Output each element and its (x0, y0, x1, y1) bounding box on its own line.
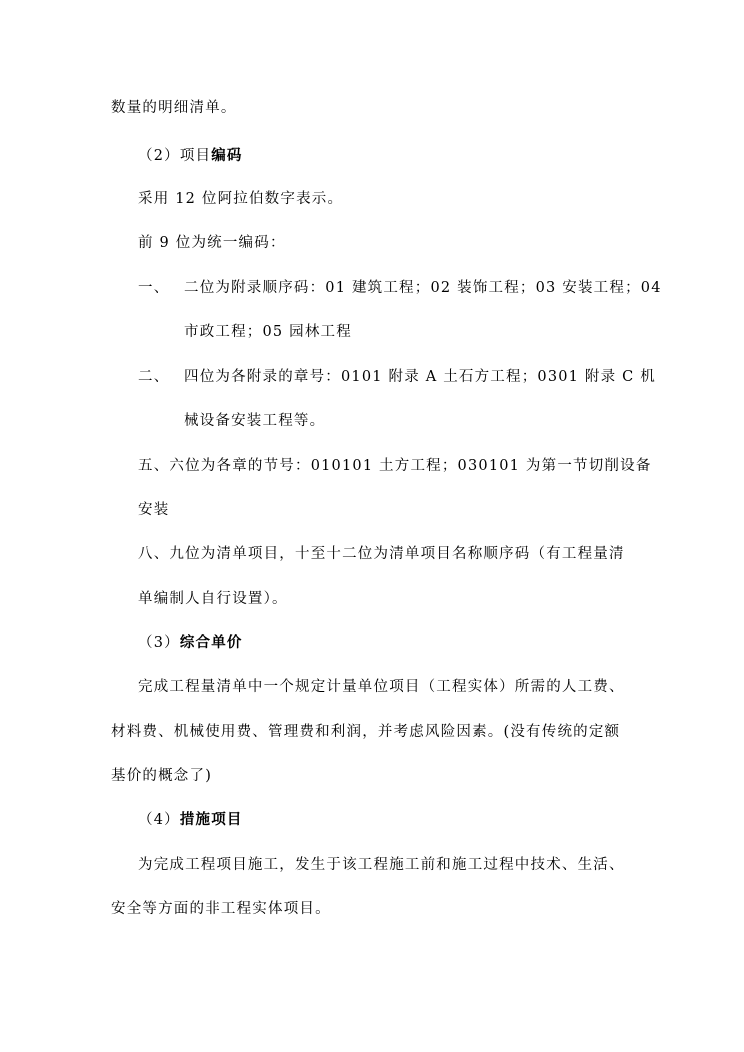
list-marker: 二、 (138, 369, 170, 385)
heading-term: 编码 (211, 147, 243, 164)
text-line: 为完成工程项目施工，发生于该工程施工前和施工过程中技术、生活、 (138, 857, 625, 873)
text-line: 数量的明细清单。 (111, 100, 237, 116)
text-line: 械设备安装工程等。 (184, 413, 326, 429)
heading-number: （4） (138, 812, 180, 828)
text-line: 单编制人自行设置）。 (138, 591, 288, 607)
text-line: 安装 (138, 502, 170, 518)
text-line: 前 9 位为统一编码： (138, 235, 286, 251)
section-heading-4 (138, 810, 243, 830)
heading-term: 综合单价 (179, 634, 243, 651)
list-item-text: 四位为各附录的章号：0101 附录 A 土石方工程；0301 附录 C 机 (184, 369, 656, 385)
heading-number: （3） (138, 635, 180, 651)
text-line: 五、六位为各章的节号：010101 土方工程；030101 为第一节切削设备 (138, 458, 652, 474)
text-line: 完成工程量清单中一个规定计量单位项目（工程实体）所需的人工费、 (138, 679, 625, 695)
text-line: 采用 12 位阿拉伯数字表示。 (138, 191, 344, 207)
text-line: 八、九位为清单项目，十至十二位为清单项目名称顺序码（有工程量清 (138, 546, 625, 562)
section-heading-2 (138, 146, 243, 166)
heading-term: 措施项目 (179, 811, 243, 828)
section-heading-3 (138, 633, 243, 653)
list-item-text: 二位为附录顺序码：01 建筑工程；02 装饰工程；03 安装工程；04 (184, 280, 662, 296)
heading-number: （2）项目 (138, 148, 212, 164)
text-line: 市政工程；05 园林工程 (184, 324, 352, 340)
text-line: 基价的概念了) (111, 768, 213, 784)
list-marker: 一、 (138, 280, 170, 296)
text-line: 安全等方面的非工程实体项目。 (111, 901, 331, 917)
text-line: 材料费、机械使用费、管理费和利润，并考虑风险因素。(没有传统的定额 (111, 724, 621, 740)
